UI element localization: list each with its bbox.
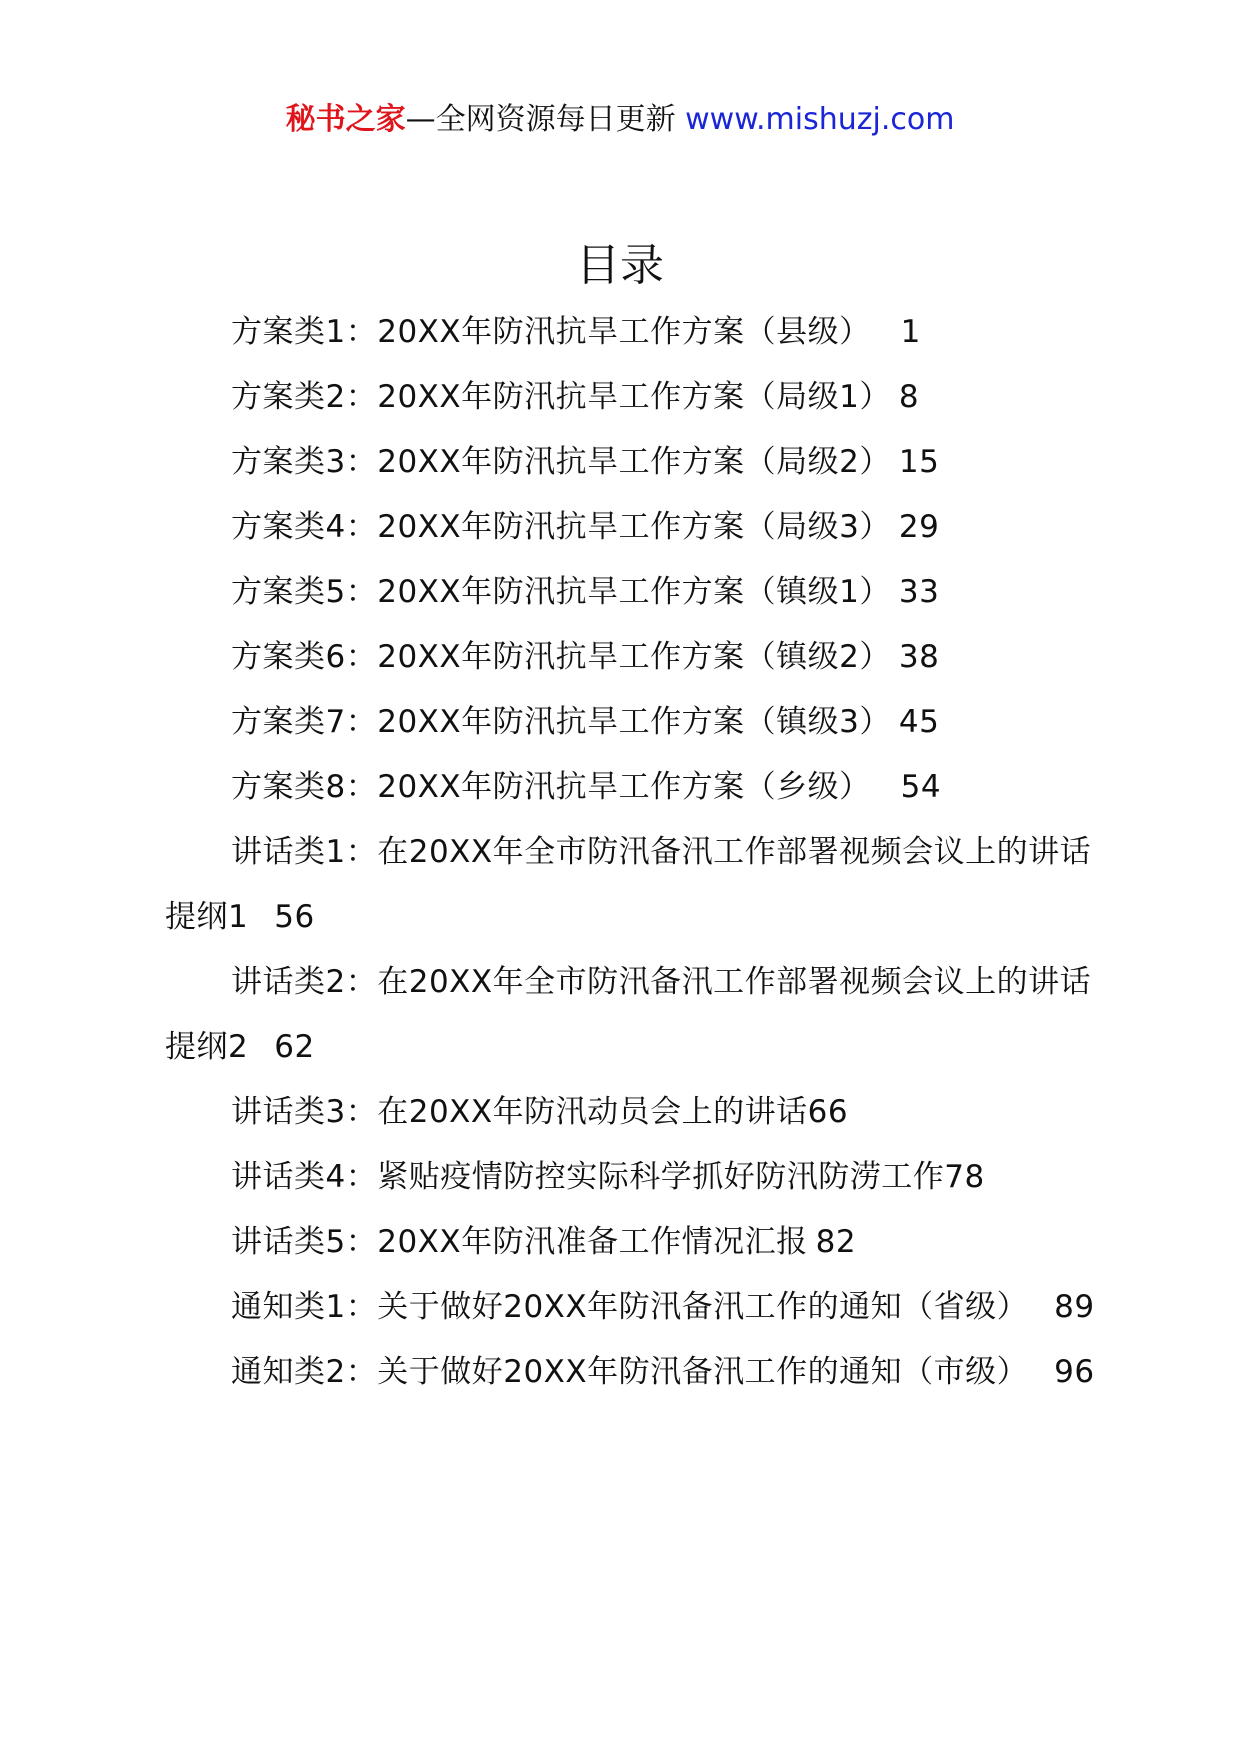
toc-entry[interactable]	[165, 365, 1095, 430]
toc-entry[interactable]	[165, 495, 1095, 560]
site-url-link[interactable]: www.mishuzj.com	[685, 102, 955, 137]
toc-entry-page: 8	[898, 379, 920, 415]
toc-entry[interactable]	[165, 1275, 1095, 1340]
table-of-contents	[165, 300, 1095, 1405]
toc-entry-page: 54	[900, 769, 942, 805]
toc-entry[interactable]	[165, 820, 1095, 950]
toc-entry-title: 讲话类4：紧贴疫情防控实际科学抓好防汛防涝工作	[231, 1159, 945, 1195]
toc-entry[interactable]	[165, 950, 1095, 1080]
toc-entry[interactable]	[165, 755, 1095, 820]
toc-entry-title: 方案类6：20XX年防汛抗旱工作方案（镇级2）	[231, 639, 891, 675]
toc-entry-title: 讲话类5：20XX年防汛准备工作情况汇报	[231, 1224, 808, 1260]
toc-entry[interactable]	[165, 625, 1095, 690]
toc-entry-title: 讲话类2：在20XX年全市防汛备汛工作部署视频会议上的讲话提纲2	[165, 964, 1092, 1065]
toc-entry-title: 方案类1：20XX年防汛抗旱工作方案（县级）	[231, 314, 871, 350]
toc-entry-page: 62	[274, 1029, 315, 1065]
toc-entry-title: 方案类7：20XX年防汛抗旱工作方案（镇级3）	[231, 704, 891, 740]
toc-entry-page: 78	[944, 1159, 985, 1195]
toc-entry-page: 56	[274, 899, 315, 935]
header-slogan: —全网资源每日更新	[405, 102, 676, 137]
toc-entry[interactable]	[165, 690, 1095, 755]
toc-entry-title: 讲话类1：在20XX年全市防汛备汛工作部署视频会议上的讲话提纲1	[165, 834, 1092, 935]
toc-entry-page: 89	[1054, 1289, 1095, 1325]
toc-entry-page: 96	[1054, 1354, 1095, 1390]
toc-entry-title: 方案类2：20XX年防汛抗旱工作方案（局级1）	[231, 379, 891, 415]
toc-entry[interactable]	[165, 1145, 1095, 1210]
toc-entry-page: 66	[807, 1094, 849, 1130]
toc-entry-title: 方案类5：20XX年防汛抗旱工作方案（镇级1）	[231, 574, 891, 610]
toc-entry-title: 讲话类3：在20XX年防汛动员会上的讲话	[231, 1094, 808, 1130]
toc-entry-title: 方案类4：20XX年防汛抗旱工作方案（局级3）	[231, 509, 891, 545]
toc-entry[interactable]	[165, 1210, 1095, 1275]
toc-entry[interactable]	[165, 1080, 1095, 1145]
toc-entry-page: 33	[898, 574, 940, 610]
toc-entry-page: 29	[898, 509, 940, 545]
toc-entry-page: 45	[898, 704, 940, 740]
brand-name: 秘书之家	[285, 102, 406, 137]
toc-entry[interactable]	[165, 560, 1095, 625]
toc-entry[interactable]	[165, 300, 1095, 365]
toc-entry-page: 15	[898, 444, 940, 480]
toc-entry[interactable]	[165, 1340, 1095, 1405]
toc-entry-page: 38	[898, 639, 940, 675]
toc-entry-page: 82	[815, 1224, 857, 1260]
toc-entry-page: 1	[900, 314, 921, 350]
toc-entry[interactable]	[165, 430, 1095, 495]
page-header	[0, 100, 1240, 140]
toc-entry-title: 通知类2：关于做好20XX年防汛备汛工作的通知（市级）	[231, 1354, 1029, 1390]
toc-entry-title: 通知类1：关于做好20XX年防汛备汛工作的通知（省级）	[231, 1289, 1029, 1325]
toc-entry-title: 方案类8：20XX年防汛抗旱工作方案（乡级）	[231, 769, 871, 805]
toc-entry-title: 方案类3：20XX年防汛抗旱工作方案（局级2）	[231, 444, 891, 480]
toc-title: 目录	[576, 240, 664, 291]
